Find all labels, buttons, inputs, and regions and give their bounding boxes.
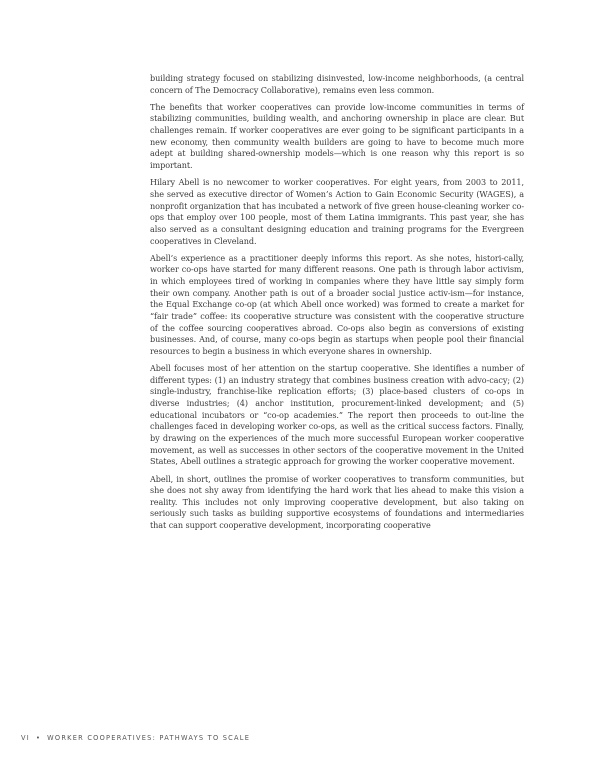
paragraph-1: building strategy focused on stabilizing disinvested, low-income neighborhoods, (a central concern of The Democracy Collaborative), remains even less common. (150, 73, 524, 95)
paragraph-5: Abell focuses most of her attention on the startup cooperative. She identifies a number of different types: (1) an industry strategy that combines business creation with advo-cacy; (2) single-industry, franchise-like replication efforts; (3) place-based clusters of co-ops in diverse industries; (4) anchor institution, procurement-linked development; and (5) educational incubators or “co-op academies.” The report then proceeds to out-line the challenges faced in developing worker co-ops, as well as the critical success factors. Finally, by drawing on the experiences of the much more successful European worker cooperative movement, as well as successes in other sectors of the cooperative movement in the United States, Abell outlines a strategic approach for growing the worker cooperative movement. (150, 363, 524, 467)
running-title: WORKER COOPERATIVES: PATHWAYS TO SCALE (47, 734, 251, 742)
paragraph-4: Abell’s experience as a practitioner deeply informs this report. As she notes, histori-cally, worker co-ops have started for many different reasons. One path is through labor activism, in which employees tired of working in companies where they have little say simply form their own company. Another path is out of a broader social justice activ-ism—for instance, the Equal Exchange co-op (at which Abell once worked) was formed to create a market for “fair trade” coffee: its cooperative structure was consistent with the cooperative structure of the coffee sourcing cooperatives abroad. Co-ops also begin as conversions of existing businesses. And, of course, many co-ops begin as startups when people pool their financial resources to begin a business in which everyone shares in ownership. (150, 252, 524, 356)
page-footer (21, 734, 250, 742)
paragraph-2: The benefits that worker cooperatives can provide low-income communities in terms of stabilizing communities, building wealth, and anchoring ownership in place are clear. But challenges remain. If worker cooperatives are ever going to be significant participants in a new economy, then community wealth builders are going to have to become much more adept at building shared-ownership models—which is one reason why this report is so important. (150, 101, 524, 171)
page-number: VI (21, 734, 30, 742)
paragraph-6: Abell, in short, outlines the promise of worker cooperatives to transform communities, but she does not shy away from identifying the hard work that lies ahead to make this vision a reality. This includes not only improving cooperative development, but also taking on seriously such tasks as building supportive ecosystems of foundations and intermediaries that can support cooperative development, incorporating cooperative (150, 473, 524, 531)
body-text (150, 73, 524, 537)
paragraph-3: Hilary Abell is no newcomer to worker cooperatives. For eight years, from 2003 to 2011, she served as executive director of Women’s Action to Gain Economic Security (WAGES), a nonprofit organization that has incubated a network of five green house-cleaning worker co-ops that employ over 100 people, most of them Latina immigrants. This past year, she has also served as a consultant designing education and training programs for the Evergreen cooperatives in Cleveland. (150, 177, 524, 246)
footer-separator: • (35, 734, 42, 742)
